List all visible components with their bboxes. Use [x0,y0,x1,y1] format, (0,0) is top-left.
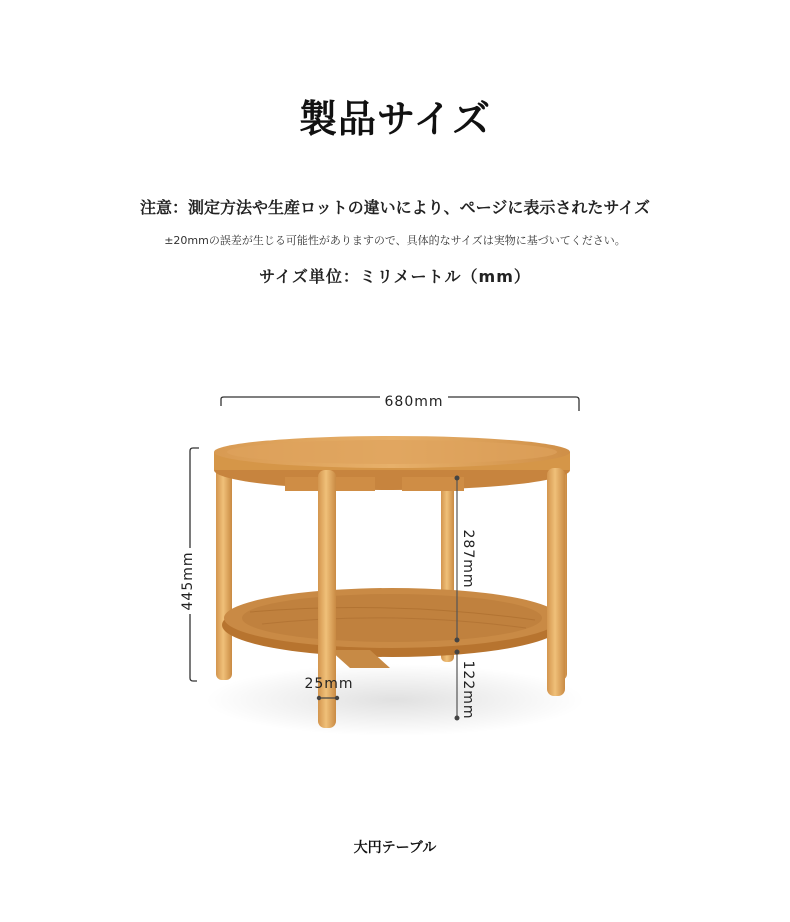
page-title: 製品サイズ [299,97,491,141]
product-name: 大円テーブル [353,840,437,856]
unit-label: サイズ単位：ミリメートル（mm） [259,267,531,286]
lower-gap-label: 122mm [460,660,476,720]
back-leg-left [216,466,232,680]
width-dim-label: 680mm [384,394,444,410]
upper-gap-label: 287mm [460,529,476,589]
height-dim-label: 445mm [180,551,196,611]
notice-line-1: 注意：測定方法や生産ロットの違いにより、ページに表示されたサイズ [139,198,651,217]
front-leg-right-top [547,468,565,696]
floor-shadow [205,664,585,736]
notice-line-2: ±20mmの誤差が生じる可能性がありますので、具体的なサイズは実物に基づいてください。 [164,234,626,247]
apron-block-right [402,477,464,491]
leg-width-label: 25mm [304,676,354,692]
